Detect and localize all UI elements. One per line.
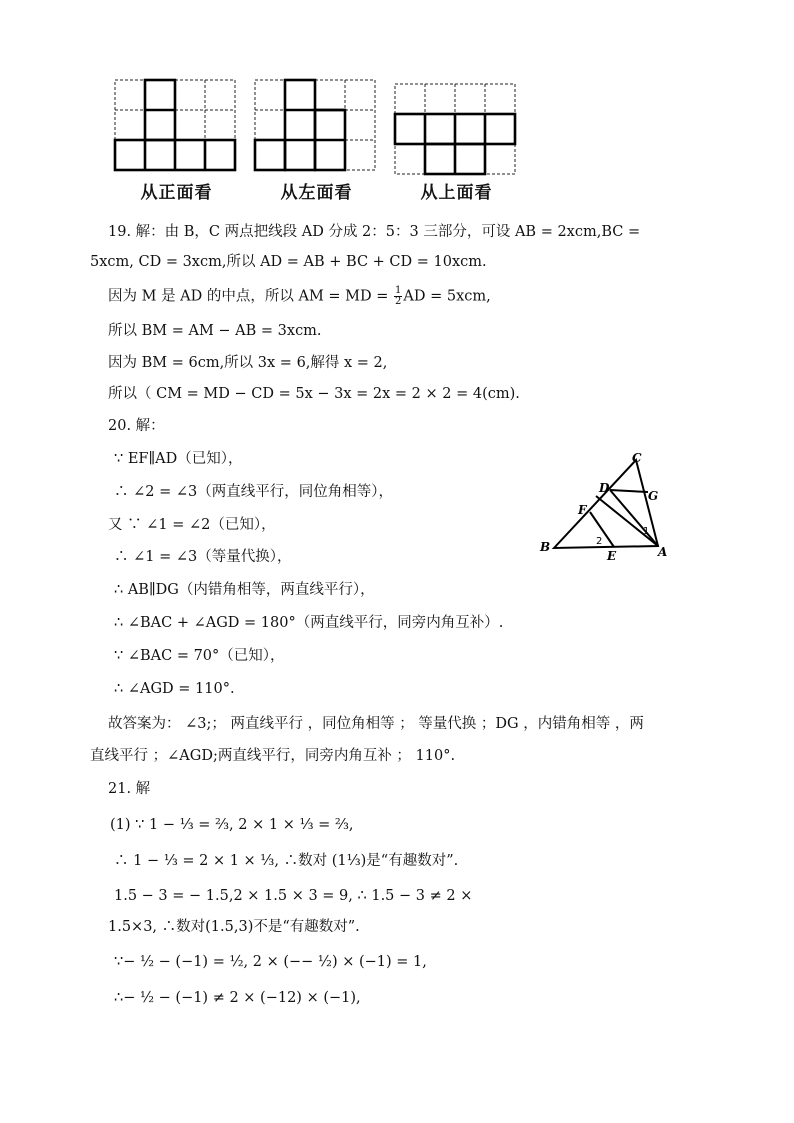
front-view — [113, 78, 240, 203]
fraction-denominator: 2 — [395, 296, 402, 307]
triangle-figure — [536, 452, 676, 566]
top-view-label: 从上面看 — [420, 183, 493, 203]
label-E: E — [607, 549, 617, 562]
q19-line-3b: AD = 5xcm, — [403, 288, 491, 305]
q21-title: 21. 解 — [108, 781, 151, 797]
q19-line-1: 19. 解：由 B，C 两点把线段 AD 分成 2：5：3 三部分，可设 AB = 2xcm,BC = — [108, 224, 641, 240]
label-G: G — [648, 489, 659, 503]
q20-step-7: ∵ ∠BAC = 70°（已知）， — [114, 648, 285, 664]
q20-answer-1: 故答案为： ∠3;； 两直线平行 ，同位角相等 ； 等量代换 ；DG ，内错角相等 ，两 — [108, 716, 644, 732]
q20-step-2: ∴ ∠2 = ∠3（两直线平行，同位角相等）， — [114, 484, 393, 500]
q19-line-3 — [108, 286, 491, 307]
q20-answer-2: 直线平行 ；∠AGD;两直线平行，同旁内角互补 ； 110°. — [90, 748, 456, 764]
q19-line-4: 所以 BM = AM − AB = 3xcm. — [108, 323, 322, 339]
q20-step-3: 又 ∵ ∠1 = ∠2（已知）， — [108, 517, 276, 533]
q20-step-6: ∴ ∠BAC + ∠AGD = 180°（两直线平行，同旁内角互补）. — [114, 615, 504, 631]
fraction-numerator: 1 — [395, 285, 402, 296]
q19-line-6: 所以（ CM = MD − CD = 5x − 3x = 2x = 2 × 2 = 4(cm). — [108, 386, 520, 402]
label-B: B — [540, 540, 551, 554]
q20-step-8: ∴ ∠AGD = 110°. — [114, 681, 235, 697]
q21-line-4: 1.5×3, ∴数对(1.5,3)不是“有趣数对”. — [108, 919, 360, 935]
q20-step-5: ∴ AB∥DG（内错角相等，两直线平行）， — [114, 582, 375, 598]
q19-line-5: 因为 BM = 6cm,所以 3x = 6,解得 x = 2, — [108, 355, 388, 371]
q19-line-2: 5xcm, CD = 3xcm,所以 AD = AB + BC + CD = 10xcm. — [90, 254, 487, 270]
top-view — [393, 78, 520, 203]
q21-line-2: ∴ 1 − ⅓ = 2 × 1 × ⅓, ∴数对 (1⅓)是“有趣数对”. — [114, 853, 459, 869]
left-view-label: 从左面看 — [280, 183, 353, 203]
q21-line-6: ∴− ½ − (−1) ≠ 2 × (−12) × (−1), — [114, 990, 361, 1006]
label-F: F — [578, 503, 587, 517]
q21-line-3: 1.5 − 3 = − 1.5,2 × 1.5 × 3 = 9, ∴ 1.5 − 3 ≠ 2 × — [114, 888, 473, 904]
q19-line-3a: 因为 M 是 AD 的中点，所以 AM = MD = — [108, 288, 394, 305]
front-view-label: 从正面看 — [140, 183, 213, 203]
q21-line-5: ∵− ½ − (−1) = ½, 2 × (−− ½) × (−1) = 1, — [114, 954, 427, 970]
q20-step-4: ∴ ∠1 = ∠3（等量代换）， — [114, 549, 292, 565]
left-view — [253, 78, 380, 203]
q20-step-1: ∵ EF∥AD（已知）， — [114, 451, 243, 467]
q20-title: 20. 解： — [108, 418, 165, 434]
label-A: A — [658, 545, 668, 559]
q21-line-1: (1) ∵ 1 − ⅓ = ⅔, 2 × 1 × ⅓ = ⅔, — [110, 817, 354, 833]
label-C: C — [632, 452, 642, 465]
angle-1-label: 1 — [643, 526, 650, 537]
half-fraction — [394, 286, 402, 307]
angle-2-label: 2 — [596, 536, 603, 547]
label-D: D — [599, 481, 610, 495]
